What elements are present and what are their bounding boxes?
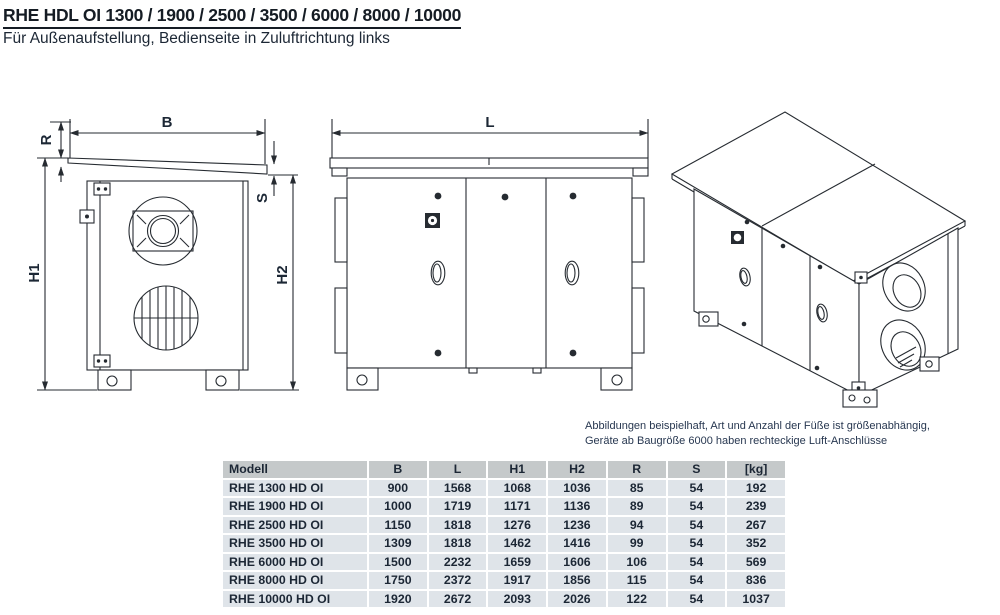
foot-right xyxy=(206,370,239,390)
value-cell: 1036 xyxy=(548,480,606,497)
hinge-bottom xyxy=(94,355,110,367)
value-cell: 1659 xyxy=(488,554,546,571)
column-header: H1 xyxy=(488,461,546,478)
dimensions-table xyxy=(221,459,787,609)
value-cell: 54 xyxy=(668,480,726,497)
value-cell: 2672 xyxy=(429,591,487,608)
column-header: R xyxy=(608,461,666,478)
page-subtitle: Für Außenaufstellung, Bedienseite in Zuluftrichtung links xyxy=(3,30,390,47)
side-tab xyxy=(335,198,347,262)
model-cell: RHE 3500 HD OI xyxy=(223,535,367,552)
column-header: B xyxy=(369,461,427,478)
value-cell: 89 xyxy=(608,498,666,515)
dim-label-s: S xyxy=(254,192,271,204)
value-cell: 106 xyxy=(608,554,666,571)
value-cell: 99 xyxy=(608,535,666,552)
value-cell: 239 xyxy=(727,498,785,515)
value-cell: 1818 xyxy=(429,535,487,552)
value-cell: 54 xyxy=(668,535,726,552)
unit-isometric-outline xyxy=(672,112,965,407)
model-cell: RHE 6000 HD OI xyxy=(223,554,367,571)
value-cell: 54 xyxy=(668,554,726,571)
front-view-drawing xyxy=(310,98,655,400)
value-cell: 1606 xyxy=(548,554,606,571)
value-cell: 836 xyxy=(727,572,785,589)
value-cell: 2232 xyxy=(429,554,487,571)
disconnect-switch-icon xyxy=(425,213,440,228)
value-cell: 122 xyxy=(608,591,666,608)
value-cell: 1236 xyxy=(548,517,606,534)
value-cell: 1462 xyxy=(488,535,546,552)
dimension-b xyxy=(70,114,265,164)
value-cell: 1917 xyxy=(488,572,546,589)
dim-label-h1: H1 xyxy=(26,263,43,283)
value-cell: 1920 xyxy=(369,591,427,608)
value-cell: 54 xyxy=(668,572,726,589)
value-cell: 54 xyxy=(668,591,726,608)
disconnect-switch-icon xyxy=(731,231,744,244)
side-view-drawing xyxy=(8,98,300,400)
value-cell: 54 xyxy=(668,517,726,534)
dimension-r xyxy=(38,122,71,182)
dim-label-h2: H2 xyxy=(274,265,291,285)
dimension-l xyxy=(332,114,648,158)
foot-left xyxy=(98,370,131,390)
value-cell: 94 xyxy=(608,517,666,534)
unit-side-outline xyxy=(68,158,267,390)
table-header-row xyxy=(223,461,785,478)
value-cell: 569 xyxy=(727,554,785,571)
grille-port xyxy=(134,286,198,350)
isometric-view-drawing xyxy=(655,100,990,415)
column-header: Modell xyxy=(223,461,367,478)
dim-label-l: L xyxy=(485,114,495,131)
column-header: L xyxy=(429,461,487,478)
model-cell: RHE 10000 HD OI xyxy=(223,591,367,608)
table-row xyxy=(223,554,785,571)
table-row xyxy=(223,480,785,497)
value-cell: 1037 xyxy=(727,591,785,608)
value-cell: 1750 xyxy=(369,572,427,589)
value-cell: 1068 xyxy=(488,480,546,497)
value-cell: 2026 xyxy=(548,591,606,608)
column-header: H2 xyxy=(548,461,606,478)
foot xyxy=(920,357,939,371)
dim-label-b: B xyxy=(161,114,173,131)
model-cell: RHE 1300 HD OI xyxy=(223,480,367,497)
value-cell: 1136 xyxy=(548,498,606,515)
value-cell: 1856 xyxy=(548,572,606,589)
dimension-h1 xyxy=(26,158,97,390)
value-cell: 1150 xyxy=(369,517,427,534)
value-cell: 85 xyxy=(608,480,666,497)
value-cell: 115 xyxy=(608,572,666,589)
side-tab xyxy=(632,198,644,262)
page-title: RHE HDL OI 1300 / 1900 / 2500 / 3500 / 6000 / 8000 / 10000 xyxy=(3,5,461,29)
hinge-top xyxy=(94,183,110,195)
dimension-h2 xyxy=(240,175,299,390)
value-cell: 192 xyxy=(727,480,785,497)
table-row xyxy=(223,535,785,552)
value-cell: 1309 xyxy=(369,535,427,552)
value-cell: 1500 xyxy=(369,554,427,571)
unit-front-outline xyxy=(330,158,648,390)
foot-left xyxy=(347,368,378,390)
foot-right xyxy=(601,368,632,390)
sloped-roof xyxy=(68,158,267,174)
value-cell: 1276 xyxy=(488,517,546,534)
value-cell: 2372 xyxy=(429,572,487,589)
value-cell: 54 xyxy=(668,498,726,515)
foot xyxy=(843,390,877,407)
foot xyxy=(699,312,718,326)
drawing-note-line1: Abbildungen beispielhaft, Art und Anzahl der Füße ist größenabhängig, xyxy=(585,420,930,432)
value-cell: 267 xyxy=(727,517,785,534)
value-cell: 1719 xyxy=(429,498,487,515)
side-tab xyxy=(632,288,644,353)
side-tab xyxy=(335,288,347,353)
drawing-note xyxy=(585,419,995,448)
model-cell: RHE 2500 HD OI xyxy=(223,517,367,534)
value-cell: 352 xyxy=(727,535,785,552)
table-row xyxy=(223,591,785,608)
value-cell: 900 xyxy=(369,480,427,497)
value-cell: 1568 xyxy=(429,480,487,497)
cabinet-body xyxy=(87,181,248,370)
table-row xyxy=(223,572,785,589)
value-cell: 1171 xyxy=(488,498,546,515)
cabinet-body xyxy=(347,178,632,368)
table-row xyxy=(223,498,785,515)
table-row xyxy=(223,517,785,534)
drawing-note-line2: Geräte ab Baugröße 6000 haben rechteckige Luft-Anschlüsse xyxy=(585,434,888,447)
value-cell: 1818 xyxy=(429,517,487,534)
value-cell: 1416 xyxy=(548,535,606,552)
column-header: S xyxy=(668,461,726,478)
value-cell: 1000 xyxy=(369,498,427,515)
model-cell: RHE 8000 HD OI xyxy=(223,572,367,589)
dim-label-r: R xyxy=(38,134,55,146)
model-cell: RHE 1900 HD OI xyxy=(223,498,367,515)
value-cell: 2093 xyxy=(488,591,546,608)
column-header: [kg] xyxy=(727,461,785,478)
